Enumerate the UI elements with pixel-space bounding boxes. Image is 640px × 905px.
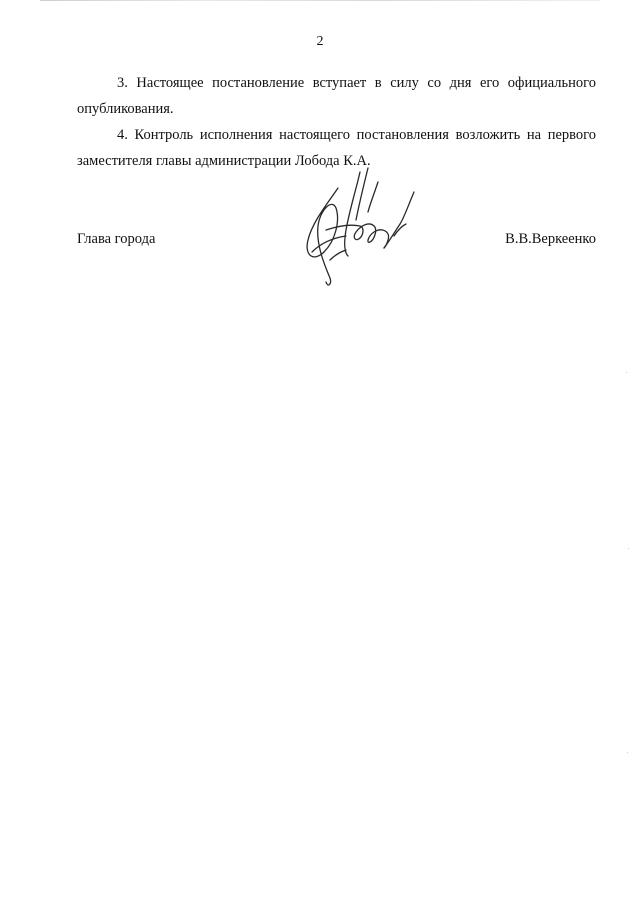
document-body bbox=[77, 70, 596, 174]
page-number: 2 bbox=[316, 34, 324, 49]
signatory-position: Глава города bbox=[77, 231, 156, 247]
scan-speck bbox=[628, 548, 629, 549]
scan-speck bbox=[627, 752, 628, 753]
paragraph-4: 4. Контроль исполнения настоящего постановления возложить на первого заместителя главы администрации Лобода К.А. bbox=[77, 127, 596, 169]
scan-edge-line bbox=[40, 0, 600, 1]
scan-speck bbox=[626, 372, 627, 373]
signatory-name: В.В.Веркеенко bbox=[505, 231, 596, 247]
paragraph-3: 3. Настоящее постановление вступает в силу со дня его официального опубликования. bbox=[77, 75, 596, 117]
handwritten-signature-icon bbox=[290, 160, 420, 290]
